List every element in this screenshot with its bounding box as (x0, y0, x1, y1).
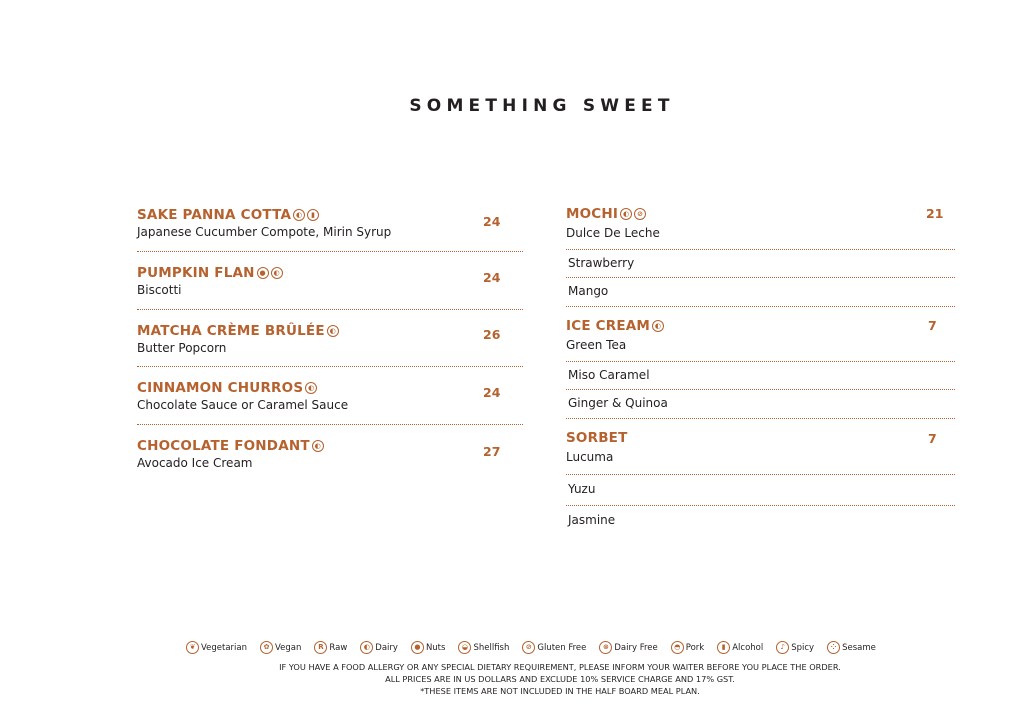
legend-label: Dairy (375, 642, 398, 653)
dairy-icon: ◐ (271, 267, 283, 279)
option-label: Lucuma (566, 450, 614, 464)
pork-icon: ◓ (671, 641, 684, 654)
dairy-icon: ◐ (305, 382, 317, 394)
option-label: Strawberry (568, 256, 635, 270)
option-label: Ginger & Quinoa (568, 396, 668, 410)
nuts-icon: ● (257, 267, 269, 279)
sesame-icon: ⁘ (827, 641, 840, 654)
vegetarian-icon: ❦ (186, 641, 199, 654)
item-name: MOCHI (566, 206, 619, 222)
dairy-icon: ◐ (312, 440, 324, 452)
legend-label: Pork (685, 642, 705, 653)
menu-item (137, 379, 523, 424)
alcohol-icon: ▮ (717, 641, 730, 654)
legend-label: Dairy Free (614, 642, 658, 653)
option-label: Jasmine (568, 513, 616, 527)
item-price: 7 (928, 318, 937, 333)
legend-label: Sesame (842, 642, 876, 653)
item-name: CINNAMON CHURROS (137, 380, 304, 396)
menu-item (137, 322, 523, 366)
item-name-wrap (137, 437, 523, 455)
item-price: 27 (483, 444, 501, 459)
item-name-wrap (566, 317, 955, 335)
item-description: Biscotti (137, 283, 182, 297)
legend-item (411, 641, 446, 654)
menu-item (137, 264, 523, 309)
menu-group (566, 317, 955, 361)
item-name-wrap (137, 322, 523, 340)
item-price: 24 (483, 270, 501, 285)
price-note: ALL PRICES ARE IN US DOLLARS AND EXCLUDE 10% SERVICE CHARGE AND 17% GST. (385, 674, 735, 684)
menu-group (566, 429, 955, 474)
item-price: 21 (926, 206, 944, 221)
legend-label: Raw (329, 642, 348, 653)
menu-item (137, 206, 523, 251)
legend-label: Alcohol (732, 642, 764, 653)
nuts-icon: ● (411, 641, 424, 654)
legend-item (458, 641, 509, 654)
divider (566, 306, 955, 307)
menu-group (566, 205, 955, 249)
option-label: Green Tea (566, 338, 627, 352)
legend-item (599, 641, 657, 654)
legend-label: Vegan (275, 642, 302, 653)
item-description: Japanese Cucumber Compote, Mirin Syrup (137, 225, 392, 239)
legend-label: Shellfish (473, 642, 510, 653)
gluten-free-icon: ⊘ (522, 641, 535, 654)
item-description: Butter Popcorn (137, 341, 227, 355)
alcohol-icon: ▮ (307, 209, 319, 221)
item-name: PUMPKIN FLAN (137, 265, 255, 281)
option-label: Dulce De Leche (566, 226, 660, 240)
option-label: Mango (568, 284, 609, 298)
dairy-free-icon: ⊗ (599, 641, 612, 654)
legend-item (314, 641, 347, 654)
divider (137, 366, 523, 367)
vegan-icon: ✿ (260, 641, 273, 654)
meal-plan-note: *THESE ITEMS ARE NOT INCLUDED IN THE HALF BOARD MEAL PLAN. (420, 686, 700, 696)
legend-item (717, 641, 763, 654)
legend-item (360, 641, 398, 654)
page-title: SOMETHING SWEET (409, 96, 675, 116)
legend-label: Vegetarian (201, 642, 248, 653)
footer-notes (200, 661, 920, 697)
item-description: Chocolate Sauce or Caramel Sauce (137, 398, 349, 412)
dairy-icon: ◐ (360, 641, 373, 654)
legend-label: Spicy (791, 642, 815, 653)
item-name-wrap (566, 429, 955, 447)
dairy-icon: ◐ (293, 209, 305, 221)
legend-item (522, 641, 586, 654)
dairy-icon: ◐ (652, 320, 664, 332)
divider (137, 251, 523, 252)
item-name: CHOCOLATE FONDANT (137, 438, 310, 454)
allergy-note: IF YOU HAVE A FOOD ALLERGY OR ANY SPECIAL DIETARY REQUIREMENT, PLEASE INFORM YOUR WAITER BEFORE YOU PLACE THE ORDER. (279, 662, 841, 672)
raw-icon: R (314, 641, 327, 654)
divider (137, 424, 523, 425)
menu-item (137, 437, 523, 482)
item-name-wrap (137, 206, 523, 224)
item-name: MATCHA CRÈME BRÛLÉE (137, 323, 325, 339)
dietary-legend (186, 641, 906, 654)
item-name: ICE CREAM (566, 318, 651, 334)
legend-item (260, 641, 301, 654)
legend-label: Gluten Free (537, 642, 587, 653)
item-name-wrap (566, 205, 955, 223)
right-menu-column (566, 205, 955, 527)
gluten-free-icon: ⊘ (634, 208, 646, 220)
divider (566, 418, 955, 419)
spicy-icon: ♪ (776, 641, 789, 654)
item-description: Avocado Ice Cream (137, 456, 253, 470)
divider (137, 309, 523, 310)
item-price: 7 (928, 431, 937, 446)
dairy-icon: ◐ (620, 208, 632, 220)
legend-label: Nuts (425, 642, 446, 653)
option-label: Miso Caramel (568, 368, 650, 382)
item-price: 26 (483, 327, 501, 342)
item-price: 24 (483, 214, 501, 229)
item-name-wrap (137, 264, 523, 282)
item-name-wrap (137, 379, 523, 397)
item-name: SAKE PANNA COTTA (137, 207, 292, 223)
legend-item (671, 641, 704, 654)
dairy-icon: ◐ (327, 325, 339, 337)
shellfish-icon: ◒ (458, 641, 471, 654)
option-label: Yuzu (568, 482, 596, 496)
legend-item (776, 641, 814, 654)
item-name: SORBET (566, 430, 628, 446)
item-price: 24 (483, 385, 501, 400)
legend-item (186, 641, 247, 654)
left-menu-column (137, 206, 523, 482)
legend-item (827, 641, 876, 654)
